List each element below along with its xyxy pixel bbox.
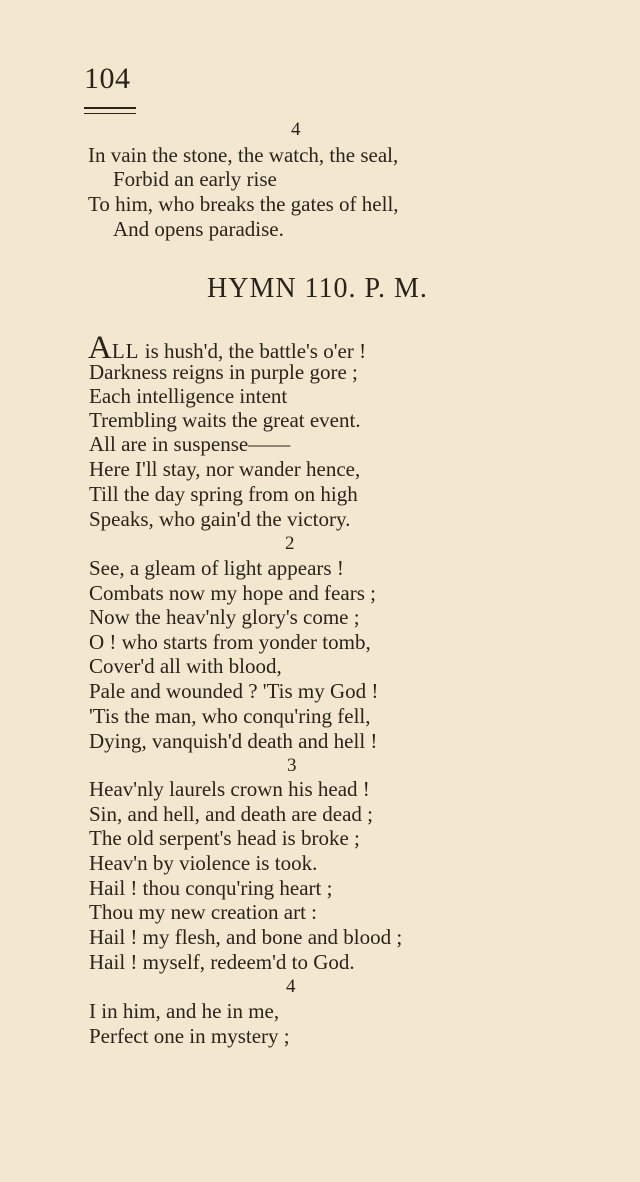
verse-line: All are in suspense—— xyxy=(89,432,291,456)
verse-line: Forbid an early rise xyxy=(113,167,277,191)
header-rule-thin xyxy=(84,113,136,114)
verse-line: Sin, and hell, and death are dead ; xyxy=(89,802,373,826)
verse-line: To him, who breaks the gates of hell, xyxy=(88,192,399,216)
verse-line: Hail ! myself, redeem'd to God. xyxy=(89,950,355,974)
hymn-title: HYMN 110. P. M. xyxy=(207,273,428,304)
verse-line: Heav'n by violence is took. xyxy=(89,851,318,875)
verse-line: O ! who starts from yonder tomb, xyxy=(89,630,371,654)
small-caps: LL xyxy=(111,339,140,363)
verse-line: The old serpent's head is broke ; xyxy=(89,826,360,850)
verse-line: Hail ! thou conqu'ring heart ; xyxy=(89,876,333,900)
drop-cap: A xyxy=(88,330,112,366)
stanza-number: 2 xyxy=(285,533,295,554)
verse-line: Pale and wounded ? 'Tis my God ! xyxy=(89,679,379,703)
verse-line: Thou my new creation art : xyxy=(89,900,318,924)
verse-line: And opens paradise. xyxy=(113,217,284,241)
verse-line: 'Tis the man, who conqu'ring fell, xyxy=(89,704,371,728)
stanza-number: 4 xyxy=(291,119,301,140)
verse-line: Till the day spring from on high xyxy=(89,482,358,506)
verse-line: I in him, and he in me, xyxy=(89,999,280,1023)
verse-line: Combats now my hope and fears ; xyxy=(89,581,376,605)
verse-line: Each intelligence intent xyxy=(89,384,288,408)
verse-line: See, a gleam of light appears ! xyxy=(89,556,344,580)
stanza-number: 4 xyxy=(286,976,296,997)
verse-line: Cover'd all with blood, xyxy=(89,654,282,678)
verse-line: Perfect one in mystery ; xyxy=(89,1024,290,1048)
stanza-number: 3 xyxy=(287,755,297,776)
verse-line: Speaks, who gain'd the victory. xyxy=(89,507,351,531)
page-number: 104 xyxy=(84,62,131,95)
verse-line: Trembling waits the great event. xyxy=(89,408,361,432)
verse-line: Dying, vanquish'd death and hell ! xyxy=(89,729,378,753)
header-rule xyxy=(84,107,136,109)
first-line-rest: is hush'd, the battle's o'er ! xyxy=(139,339,367,363)
verse-line: In vain the stone, the watch, the seal, xyxy=(88,143,399,167)
verse-line: Hail ! my flesh, and bone and blood ; xyxy=(89,925,403,949)
verse-line: Here I'll stay, nor wander hence, xyxy=(89,457,361,481)
verse-line: Now the heav'nly glory's come ; xyxy=(89,605,360,629)
verse-line: Heav'nly laurels crown his head ! xyxy=(89,777,370,801)
verse-line: Darkness reigns in purple gore ; xyxy=(89,360,358,384)
